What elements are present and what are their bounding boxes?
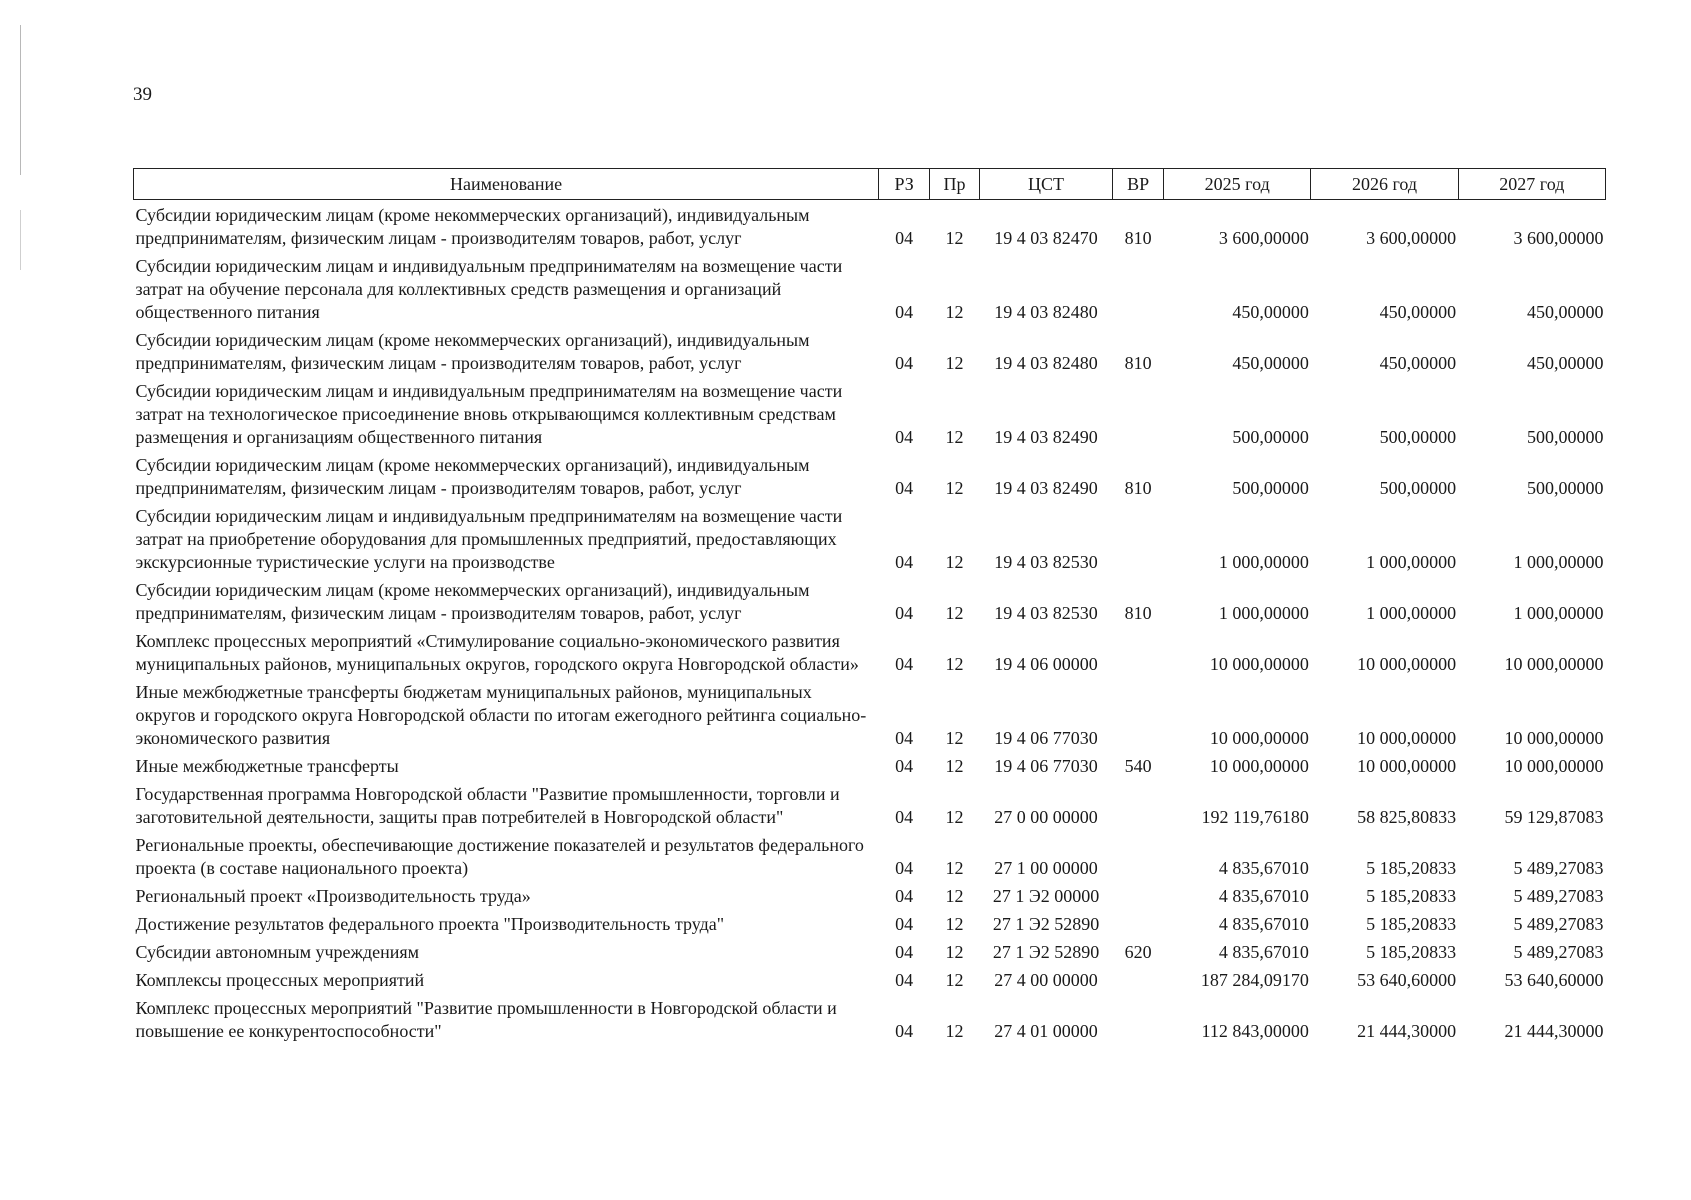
row-rz: 04 — [895, 807, 914, 827]
row-pr: 12 — [945, 353, 964, 373]
row-2027: 450,00000 — [1527, 302, 1604, 322]
row-2025: 450,00000 — [1232, 353, 1309, 373]
row-pr: 12 — [945, 302, 964, 322]
row-2026: 10 000,00000 — [1357, 654, 1457, 674]
row-rz: 04 — [895, 654, 914, 674]
row-2026: 58 825,80833 — [1357, 807, 1457, 827]
row-2026: 1 000,00000 — [1366, 603, 1457, 623]
row-2026: 5 185,20833 — [1366, 914, 1457, 934]
table-row — [134, 885, 1606, 913]
row-name: Субсидии юридическим лицам (кроме некоммерческих организаций), индивидуальным предпринимателям, физическим лицам - производителям товаров, работ, услуг — [135, 205, 810, 248]
row-name: Региональные проекты, обеспечивающие достижение показателей и результатов федерального проекта (в составе национального проекта) — [135, 835, 864, 878]
row-2027: 59 129,87083 — [1504, 807, 1604, 827]
row-2025: 500,00000 — [1232, 427, 1309, 447]
row-vr — [1113, 681, 1164, 755]
row-2025: 450,00000 — [1232, 302, 1309, 322]
header-2025: 2025 год — [1164, 169, 1311, 200]
row-2026: 21 444,30000 — [1357, 1021, 1457, 1041]
row-2027: 10 000,00000 — [1504, 728, 1604, 748]
row-cst: 27 4 01 00000 — [994, 1021, 1098, 1041]
row-vr — [1113, 505, 1164, 579]
row-2025: 10 000,00000 — [1209, 728, 1309, 748]
row-pr: 12 — [945, 942, 964, 962]
row-2025: 10 000,00000 — [1209, 654, 1309, 674]
row-vr — [1113, 969, 1164, 997]
row-vr — [1113, 834, 1164, 885]
table-body — [134, 200, 1606, 1049]
row-vr: 810 — [1124, 353, 1152, 373]
scan-margin-line — [20, 25, 21, 175]
row-2025: 3 600,00000 — [1218, 228, 1309, 248]
row-2027: 1 000,00000 — [1513, 552, 1604, 572]
table-row — [134, 783, 1606, 834]
header-rz: РЗ — [879, 169, 930, 200]
row-rz: 04 — [895, 728, 914, 748]
row-2027: 5 489,27083 — [1513, 914, 1604, 934]
table-row — [134, 454, 1606, 505]
table-row — [134, 200, 1606, 256]
row-name: Субсидии юридическим лицам (кроме некоммерческих организаций), индивидуальным предпринимателям, физическим лицам - производителям товаров, работ, услуг — [135, 580, 810, 623]
header-2026: 2026 год — [1311, 169, 1458, 200]
row-2027: 53 640,60000 — [1504, 970, 1604, 990]
table-header-row — [134, 169, 1606, 200]
row-rz: 04 — [895, 942, 914, 962]
row-name: Достижение результатов федерального проекта "Производительность труда" — [135, 914, 725, 934]
row-2026: 3 600,00000 — [1366, 228, 1457, 248]
row-2025: 10 000,00000 — [1209, 756, 1309, 776]
row-name: Государственная программа Новгородской области "Развитие промышленности, торговли и заготовительной деятельности, защиты прав потребителей в Новгородской области" — [135, 784, 840, 827]
row-rz: 04 — [895, 478, 914, 498]
row-pr: 12 — [945, 603, 964, 623]
row-cst: 19 4 03 82530 — [994, 552, 1098, 572]
row-cst: 27 4 00 00000 — [994, 970, 1098, 990]
row-2027: 5 489,27083 — [1513, 886, 1604, 906]
row-cst: 19 4 03 82480 — [994, 302, 1098, 322]
table-row — [134, 755, 1606, 783]
page-number: 39 — [133, 84, 152, 105]
row-cst: 19 4 03 82470 — [994, 228, 1098, 248]
row-name: Региональный проект «Производительность труда» — [135, 886, 531, 906]
row-pr: 12 — [945, 552, 964, 572]
row-2026: 1 000,00000 — [1366, 552, 1457, 572]
row-cst: 19 4 03 82490 — [994, 478, 1098, 498]
table-row — [134, 630, 1606, 681]
row-2026: 500,00000 — [1379, 427, 1457, 447]
row-pr: 12 — [945, 654, 964, 674]
row-pr: 12 — [945, 228, 964, 248]
row-2027: 3 600,00000 — [1513, 228, 1604, 248]
table-row — [134, 505, 1606, 579]
row-cst: 27 1 00 00000 — [994, 858, 1098, 878]
row-vr: 810 — [1124, 478, 1152, 498]
row-2026: 450,00000 — [1379, 353, 1457, 373]
row-cst: 27 1 Э2 52890 — [992, 942, 1100, 962]
row-2027: 500,00000 — [1527, 427, 1604, 447]
row-vr — [1113, 885, 1164, 913]
row-rz: 04 — [895, 1021, 914, 1041]
header-name: Наименование — [134, 169, 879, 200]
row-2025: 192 119,76180 — [1201, 807, 1309, 827]
row-rz: 04 — [895, 302, 914, 322]
row-vr: 620 — [1124, 942, 1152, 962]
row-2026: 10 000,00000 — [1357, 728, 1457, 748]
row-2026: 10 000,00000 — [1357, 756, 1457, 776]
table-row — [134, 681, 1606, 755]
row-vr — [1113, 913, 1164, 941]
row-2025: 1 000,00000 — [1218, 552, 1309, 572]
row-pr: 12 — [945, 858, 964, 878]
row-2025: 4 835,67010 — [1218, 858, 1309, 878]
row-2027: 450,00000 — [1527, 353, 1604, 373]
row-name: Субсидии юридическим лицам (кроме некоммерческих организаций), индивидуальным предпринимателям, физическим лицам - производителям товаров, работ, услуг — [135, 330, 810, 373]
row-name: Субсидии юридическим лицам и индивидуальным предпринимателям на возмещение части затрат на технологическое присоединение вновь открывающимся коллективным средствам размещения и организациям общественного питания — [135, 381, 843, 447]
table-row — [134, 997, 1606, 1048]
table-row — [134, 255, 1606, 329]
row-vr — [1113, 997, 1164, 1048]
row-pr: 12 — [945, 478, 964, 498]
row-rz: 04 — [895, 353, 914, 373]
table-row — [134, 941, 1606, 969]
row-2026: 5 185,20833 — [1366, 858, 1457, 878]
row-2025: 4 835,67010 — [1218, 914, 1309, 934]
row-vr — [1113, 783, 1164, 834]
row-cst: 19 4 03 82490 — [994, 427, 1098, 447]
row-pr: 12 — [945, 807, 964, 827]
row-2026: 500,00000 — [1379, 478, 1457, 498]
row-2025: 1 000,00000 — [1218, 603, 1309, 623]
row-pr: 12 — [945, 756, 964, 776]
row-rz: 04 — [895, 970, 914, 990]
row-cst: 27 1 Э2 00000 — [992, 886, 1100, 906]
row-rz: 04 — [895, 886, 914, 906]
row-2025: 112 843,00000 — [1201, 1021, 1309, 1041]
row-pr: 12 — [945, 427, 964, 447]
row-2026: 450,00000 — [1379, 302, 1457, 322]
row-pr: 12 — [945, 728, 964, 748]
row-2027: 500,00000 — [1527, 478, 1604, 498]
scan-margin-line — [20, 210, 21, 270]
header-2027: 2027 год — [1458, 169, 1605, 200]
row-cst: 19 4 06 00000 — [994, 654, 1098, 674]
row-cst: 19 4 03 82530 — [994, 603, 1098, 623]
row-cst: 19 4 06 77030 — [994, 728, 1098, 748]
row-rz: 04 — [895, 603, 914, 623]
row-pr: 12 — [945, 970, 964, 990]
row-2025: 4 835,67010 — [1218, 942, 1309, 962]
header-vr: ВР — [1113, 169, 1164, 200]
row-cst: 19 4 03 82480 — [994, 353, 1098, 373]
row-name: Субсидии автономным учреждениям — [135, 942, 420, 962]
row-pr: 12 — [945, 886, 964, 906]
row-rz: 04 — [895, 228, 914, 248]
row-rz: 04 — [895, 858, 914, 878]
row-2025: 187 284,09170 — [1200, 970, 1309, 990]
row-2025: 4 835,67010 — [1218, 886, 1309, 906]
table-row — [134, 834, 1606, 885]
table-row — [134, 969, 1606, 997]
row-pr: 12 — [945, 914, 964, 934]
row-2026: 53 640,60000 — [1357, 970, 1457, 990]
row-name: Иные межбюджетные трансферты — [135, 756, 399, 776]
row-2027: 5 489,27083 — [1513, 942, 1604, 962]
header-cst: ЦСТ — [979, 169, 1112, 200]
row-rz: 04 — [895, 756, 914, 776]
row-2026: 5 185,20833 — [1366, 942, 1457, 962]
table-row — [134, 380, 1606, 454]
row-vr — [1113, 630, 1164, 681]
row-pr: 12 — [945, 1021, 964, 1041]
row-rz: 04 — [895, 914, 914, 934]
row-name: Субсидии юридическим лицам и индивидуальным предпринимателям на возмещение части затрат на обучение персонала для коллективных средств размещения и организаций общественного питания — [135, 256, 843, 322]
row-2027: 1 000,00000 — [1513, 603, 1604, 623]
table-row — [134, 329, 1606, 380]
table-row — [134, 913, 1606, 941]
row-2027: 10 000,00000 — [1504, 654, 1604, 674]
row-2027: 5 489,27083 — [1513, 858, 1604, 878]
row-name: Субсидии юридическим лицам и индивидуальным предпринимателям на возмещение части затрат на приобретение оборудования для промышленных предприятий, предоставляющих экскурсионные туристические услуги на производстве — [135, 506, 843, 572]
budget-table — [133, 168, 1606, 1048]
row-rz: 04 — [895, 427, 914, 447]
row-2027: 21 444,30000 — [1504, 1021, 1604, 1041]
header-pr: Пр — [930, 169, 980, 200]
row-vr — [1113, 380, 1164, 454]
row-2026: 5 185,20833 — [1366, 886, 1457, 906]
table-row — [134, 579, 1606, 630]
row-rz: 04 — [895, 552, 914, 572]
row-vr: 540 — [1124, 756, 1152, 776]
row-2025: 500,00000 — [1232, 478, 1309, 498]
row-name: Комплекс процессных мероприятий «Стимулирование социально-экономического развития муниципальных районов, муниципальных округов, городского округа Новгородской области» — [135, 631, 859, 674]
row-name: Комплекс процессных мероприятий "Развитие промышленности в Новгородской области и повышение ее конкурентоспособности" — [135, 998, 837, 1041]
row-cst: 27 0 00 00000 — [994, 807, 1098, 827]
row-cst: 19 4 06 77030 — [994, 756, 1098, 776]
row-cst: 27 1 Э2 52890 — [992, 914, 1100, 934]
row-vr: 810 — [1124, 603, 1152, 623]
row-vr — [1113, 255, 1164, 329]
row-vr: 810 — [1124, 228, 1152, 248]
row-2027: 10 000,00000 — [1504, 756, 1604, 776]
row-name: Комплексы процессных мероприятий — [135, 970, 425, 990]
row-name: Иные межбюджетные трансферты бюджетам муниципальных районов, муниципальных округов и городского округа Новгородской области по итогам ежегодного рейтинга социально-экономического развития — [135, 682, 867, 748]
row-name: Субсидии юридическим лицам (кроме некоммерческих организаций), индивидуальным предпринимателям, физическим лицам - производителям товаров, работ, услуг — [135, 455, 810, 498]
